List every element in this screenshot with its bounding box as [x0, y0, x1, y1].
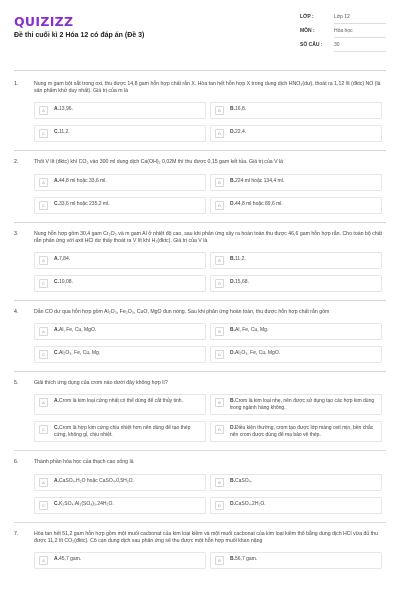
option-letter-badge: A [39, 398, 48, 407]
option-a[interactable] [34, 394, 206, 415]
option-letter-badge: B [215, 478, 224, 487]
question-4 [14, 309, 386, 369]
option-text: C.11,2. [54, 129, 70, 136]
worksheet-header [0, 0, 400, 66]
option-text: D.22,4. [230, 129, 247, 136]
option-d[interactable] [210, 346, 382, 363]
option-a[interactable] [34, 174, 206, 191]
question-divider [14, 300, 386, 301]
option-c[interactable] [34, 346, 206, 363]
question-6 [14, 459, 386, 519]
page-title: Đề thi cuối kì 2 Hóa 12 có đáp án (Đề 3) [14, 32, 145, 39]
quizizz-logo: QUIZIZZ [14, 14, 74, 29]
option-d[interactable] [210, 125, 382, 142]
question-1 [14, 81, 386, 148]
option-letter-badge: A [39, 478, 48, 487]
option-c[interactable] [34, 497, 206, 514]
option-letter-badge: B [215, 106, 224, 115]
question-divider [14, 450, 386, 451]
option-text: A.CaSO₄.H₂O hoặc CaSO₄.0,5H₂O. [54, 477, 134, 484]
meta-subject-label: MÔN : [300, 28, 315, 34]
meta-count-value: 30 [334, 42, 386, 52]
option-b[interactable] [210, 252, 382, 269]
question-5 [14, 380, 386, 448]
option-letter-badge: C [39, 279, 48, 288]
question-3 [14, 231, 386, 298]
option-text: A.45,7 gam. [54, 556, 82, 563]
option-letter-badge: C [39, 350, 48, 359]
question-text: Nung m gam bột sắt trong oxi, thu được 14,8 gam hỗn hợp chất rắn X. Hòa tan hết hỗn hợp X trong dung dịch HNO₃(dư), thoát ra 1,12 lít (đktc) NO (là sản phẩm khử duy nhất). Giá trị của m là [34, 81, 381, 95]
option-text: A.7,84. [54, 256, 71, 263]
option-text: C.10,08. [54, 279, 73, 286]
option-text: A.Crom là kim loại cứng nhất có thể dùng để cắt thủy tinh. [54, 398, 183, 405]
option-d[interactable] [210, 421, 382, 442]
option-letter-badge: A [39, 106, 48, 115]
option-d[interactable] [210, 497, 382, 514]
option-letter-badge: B [215, 556, 224, 565]
option-text: B.Al, Fe, Cu, Mg. [230, 327, 269, 334]
option-a[interactable] [34, 252, 206, 269]
option-text: D.15,68. [230, 279, 249, 286]
option-text: B.CaSO₄. [230, 477, 253, 484]
option-a[interactable] [34, 552, 206, 569]
meta-subject-row [300, 28, 390, 42]
question-text: Thổi V lít (đktc) khí CO₂ vào 300 ml dung dịch Ca(OH)₂ 0,02M thì thu được 0,15 gam kết tủa. Giá trị của V là [34, 159, 284, 166]
option-c[interactable] [34, 421, 206, 442]
option-text: B.Crom là kim loại nhẹ, nên được sử dụng tạo các hợp kim dùng trong ngành hàng không. [230, 398, 375, 411]
option-letter-badge: B [215, 256, 224, 265]
option-a[interactable] [34, 474, 206, 491]
option-b[interactable] [210, 102, 382, 119]
question-number: 6. [14, 459, 19, 466]
option-b[interactable] [210, 474, 382, 491]
option-letter-badge: D [215, 350, 224, 359]
option-list [34, 174, 386, 220]
option-text: D.Điều kiện thường, crom tạo được lớp màng oxit mịn, bền chắc nên crom được dùng để mạ bảo vệ thép. [230, 425, 374, 438]
meta-class-label: LỚP : [300, 14, 314, 20]
option-list [34, 323, 386, 369]
question-number: 7. [14, 530, 19, 537]
option-letter-badge: C [39, 129, 48, 138]
option-list [34, 474, 386, 520]
meta-class-row [300, 14, 390, 28]
option-a[interactable] [34, 102, 206, 119]
question-2 [14, 159, 386, 219]
option-letter-badge: B [215, 178, 224, 187]
question-divider [14, 522, 386, 523]
option-letter-badge: A [39, 256, 48, 265]
question-number: 5. [14, 380, 19, 387]
meta-count-row [300, 42, 390, 56]
question-number: 2. [14, 159, 19, 166]
question-text: Thành phần hóa học của thạch cao sống là [34, 459, 134, 466]
question-divider [14, 150, 386, 151]
option-letter-badge: A [39, 556, 48, 565]
option-list [34, 102, 386, 148]
option-list [34, 552, 386, 575]
question-text: Dẫn CO dư qua hỗn hợp gồm Al₂O₃, Fe₂O₃, CuO, MgO đun nóng. Sau khi phản ứng hoàn toàn, thu được hỗn hợp chất rắn gồm [34, 309, 330, 316]
meta-subject-value: Hóa học [334, 28, 386, 38]
option-letter-badge: C [39, 425, 48, 434]
option-text: C.33,6 ml hoặc 235,2 ml. [54, 200, 110, 207]
option-a[interactable] [34, 323, 206, 340]
option-text: B.16,8. [230, 106, 247, 113]
meta-class-value: Lớp 12 [334, 14, 386, 24]
option-text: D.Al₂O₃, Fe, Cu, MgO. [230, 350, 281, 357]
option-c[interactable] [34, 275, 206, 292]
option-list [34, 394, 386, 448]
option-letter-badge: A [39, 327, 48, 336]
option-letter-badge: D [215, 279, 224, 288]
question-text: Nung hỗn hợp gồm 30,4 gam Cr₂O₃ và m gam Al ở nhiệt độ cao, sau khi phản ứng xảy ra hoàn toàn thu được 46,6 gam hỗn hợp rắn. Cho toàn bộ chất rắn phản ứng với axit HCl dư thấy thoát ra V lít khí H₂(đktc). Giá trị của V là [34, 230, 382, 244]
option-list [34, 252, 386, 298]
worksheet-meta [300, 14, 390, 56]
option-text: B.11,2. [230, 256, 246, 263]
option-text: D.CaSO₄.2H₂O. [230, 500, 266, 507]
option-letter-badge: B [215, 327, 224, 336]
option-text: A.Al, Fe, Cu, MgO. [54, 327, 97, 334]
option-c[interactable] [34, 125, 206, 142]
question-divider [14, 222, 386, 223]
option-letter-badge: D [215, 201, 224, 210]
option-b[interactable] [210, 174, 382, 191]
option-text: A.44,8 ml hoặc 33,6 ml. [54, 177, 107, 184]
question-divider [14, 371, 386, 372]
option-letter-badge: D [215, 129, 224, 138]
header-divider [14, 70, 386, 71]
option-b[interactable] [210, 323, 382, 340]
option-letter-badge: A [39, 178, 48, 187]
option-d[interactable] [210, 275, 382, 292]
option-text: A.13,96. [54, 106, 73, 113]
option-b[interactable] [210, 552, 382, 569]
option-letter-badge: C [39, 501, 48, 510]
option-letter-badge: D [215, 501, 224, 510]
option-text: D.44,8 ml hoặc 89,6 ml. [230, 200, 283, 207]
option-text: C.Crom là hợp kim cứng chịu nhiệt hơn nên dùng để tạo thép cứng, không gỉ, chịu nhiệt. [54, 425, 191, 438]
question-number: 1. [14, 81, 19, 87]
question-number: 4. [14, 309, 19, 316]
option-d[interactable] [210, 197, 382, 214]
question-7 [14, 531, 386, 575]
option-text: C.Al₂O₃, Fe, Cu, Mg. [54, 350, 101, 357]
option-letter-badge: C [39, 201, 48, 210]
option-text: B.224 ml hoặc 134,4 ml. [230, 177, 285, 184]
question-text: Giải thích ứng dụng của crom nào dưới đây không hợp lí? [34, 380, 168, 387]
option-text: C.K₂SO₄.Al₂(SO₄)₃.24H₂O. [54, 500, 114, 507]
option-text: B.56,7 gam. [230, 556, 258, 563]
option-c[interactable] [34, 197, 206, 214]
option-letter-badge: D [215, 425, 224, 434]
question-number: 3. [14, 230, 19, 237]
option-b[interactable] [210, 394, 382, 415]
option-letter-badge: B [215, 398, 224, 407]
meta-count-label: SỐ CÂU : [300, 42, 323, 48]
question-text: Hòa tan hết 51,2 gam hỗn hợp gồm một muối cacbonat của kim loại kiềm và một muối cacbonat của kim loại kiềm thổ bằng dung dịch HCl vừa đủ thu được 11,2 lít CO₂(đktc). Cô cạn dung dịch sau phản ứng sẽ thu được một hỗn hợp muối khan nặng [34, 530, 378, 544]
